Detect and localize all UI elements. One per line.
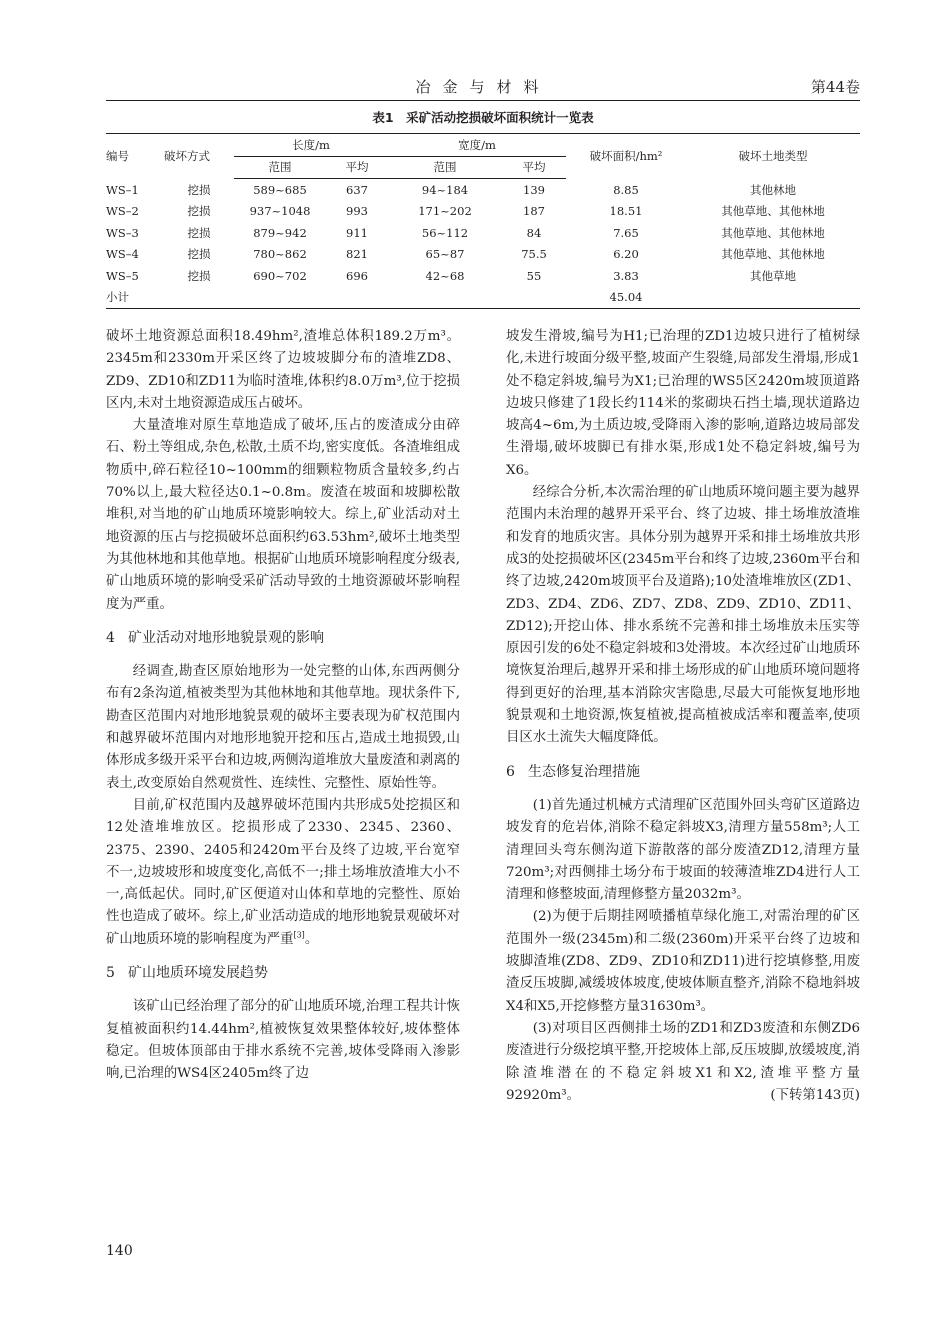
- header-method: 破坏方式: [164, 134, 234, 179]
- cell-id: WS–1: [106, 182, 139, 197]
- paragraph: 该矿山已经治理了部分的矿山地质环境,治理工程共计恢复植被面积约14.44hm²,植被恢复效果整体较好,坡体整体稳定。但坡体顶部由于排水系统不完善,坡体受降雨入渗影响,已治理的WS4区2405m终了边: [106, 999, 460, 1082]
- cell-width-range: 65~87: [425, 247, 465, 262]
- journal-name: 冶金与材料: [415, 78, 551, 96]
- cell-length-range: 690~702: [253, 268, 307, 283]
- table-row: [106, 222, 860, 244]
- header-width-avg: 平均: [502, 156, 566, 179]
- section-title: 矿业活动对地形地貌景观的影响: [128, 629, 324, 646]
- table-row-subtotal: [106, 287, 860, 309]
- cell-length-range: 780~862: [253, 247, 307, 262]
- table-row: [106, 179, 860, 201]
- cell-length-avg: 696: [346, 268, 368, 283]
- header-length-avg: 平均: [326, 156, 388, 179]
- section-number: 4: [106, 629, 115, 646]
- cell-length-avg: 637: [346, 182, 368, 197]
- cell-id: WS–2: [106, 204, 139, 219]
- cell-width-range: 171~202: [418, 204, 472, 219]
- table-caption: 表1 采矿活动挖损破坏面积统计一览表: [372, 110, 594, 125]
- cell-method: 挖损: [187, 268, 211, 283]
- running-header: [106, 74, 860, 101]
- section-number: 5: [106, 965, 115, 982]
- header-length-range: 范围: [234, 156, 326, 179]
- header-width-range: 范围: [388, 156, 502, 179]
- cell-length-range: 937~1048: [249, 204, 311, 219]
- section-heading-6: [506, 761, 860, 783]
- paragraph: (2)为便于后期挂网喷播植草绿化施工,对需治理的矿区范围外一级(2345m)和二级(2360m)开采平台终了边坡和坡脚渣堆(ZD8、ZD9、ZD10和ZD11)进行挖填修整,用废渣反压坡脚,减缓坡体坡度,使坡体顺直整齐,消除不稳地斜坡X4和X5,开挖修整方量31630m³。: [506, 909, 860, 1014]
- subtotal-label: 小计: [106, 287, 164, 309]
- cell-length-avg: 911: [346, 225, 368, 240]
- cell-method: 挖损: [187, 204, 211, 219]
- cell-area: 8.85: [613, 182, 639, 197]
- paragraph-with-continuation: [506, 1018, 860, 1107]
- paragraph: 破坏土地资源总面积18.49hm²,渣堆总体积189.2万m³。2345m和2330m开采区终了边坡坡脚分布的渣堆ZD8、ZD9、ZD10和ZD11为临时渣堆,体积约8.0万m³,位于挖损区内,未对土地资源造成压占破坏。: [106, 329, 460, 411]
- header-area: 破坏面积/hm²: [566, 134, 686, 179]
- cell-method: 挖损: [187, 182, 211, 197]
- damage-area-table: [106, 133, 860, 309]
- citation-ref: [3]: [293, 930, 305, 940]
- cell-landtype: 其他林地: [750, 182, 796, 197]
- cell-method: 挖损: [187, 247, 211, 262]
- header-width: 宽度/m: [388, 134, 566, 157]
- table-row: [106, 244, 860, 266]
- cell-area: 6.20: [613, 247, 639, 262]
- cell-area: 18.51: [609, 204, 643, 219]
- paragraph: 经调查,勘查区原始地形为一处完整的山体,东西两侧分布有2条沟道,植被类型为其他林地和其他草地。现状条件下,勘查区范围内对地形地貌景观的破坏主要表现为矿权范围内和越界破坏范围内对地形地貌开挖和压占,造成土地损毁,山体形成多级开采平台和边坡,两侧沟道堆放大量废渣和剥离的表土,改变原始自然观赏性、连续性、完整性、原始性等。: [106, 664, 460, 791]
- paragraph-text: (3)对项目区西侧排土场的ZD1和ZD3废渣和东侧ZD6废渣进行分级挖填平整,开挖坡体上部,反压坡脚,放缓坡度,消除渣堆潜在的不稳定斜坡X1和X2,渣堆平整方量92920m³。: [506, 1020, 860, 1103]
- cell-area: 7.65: [613, 225, 639, 240]
- paragraph: 大量渣堆对原生草地造成了破坏,压占的废渣成分由碎石、粉土等组成,杂色,松散,土质不均,密实度低。各渣堆组成物质中,碎石粒径10~100mm的细颗粒物质含量较多,约占70%以上,最大粒径达0.1~0.8m。废渣在坡面和坡脚松散堆积,对当地的矿山地质环境影响较大。综上,矿业活动对土地资源的压占与挖损破坏总面积约63.53hm²,破坏土地类型为其他林地和其他草地。根据矿山地质环境影响程度分级表,矿山地质环境的影响受采矿活动导致的土地资源破坏影响程度为严重。: [106, 418, 460, 612]
- cell-length-avg: 821: [346, 247, 368, 262]
- cell-landtype: 其他草地、其他林地: [721, 247, 825, 262]
- section-number: 6: [506, 763, 515, 780]
- cell-width-avg: 84: [526, 225, 542, 240]
- page-number: 140: [106, 1243, 133, 1259]
- continued-note: (下转第143页): [770, 1087, 860, 1103]
- section-heading-4: [106, 627, 460, 649]
- cell-length-range: 879~942: [253, 225, 307, 240]
- cell-width-range: 42~68: [425, 268, 465, 283]
- subtotal-value: 45.04: [566, 287, 686, 309]
- paragraph: 经综合分析,本次需治理的矿山地质环境问题主要为越界范围内未治理的越界开采平台、终了边坡、排土场堆放渣堆和发育的地质灾害。具体分别为越界开采和排土场堆放共形成3的处挖损破坏区(2345m平台和终了边坡,2360m平台和终了边坡,2420m坡顶平台及道路);10处渣堆堆放区(ZD1、ZD3、ZD4、ZD6、ZD7、ZD8、ZD9、ZD10、ZD11、ZD12);开挖山体、排水系统不完善和排土场堆放未压实等原因引发的6处不稳定斜坡和3处滑坡。本次经过矿山地质环境恢复治理后,越界开采和排土场形成的矿山地质环境问题将得到更好的治理,基本消除灾害隐患,尽最大可能恢复地形地貌景观和土地资源,恢复植被,提高植被成活率和覆盖率,使项目区水土流失大幅度降低。: [506, 485, 860, 746]
- section-title: 矿山地质环境发展趋势: [128, 965, 268, 982]
- cell-id: WS–3: [106, 225, 139, 240]
- header-id: 编号: [106, 134, 164, 179]
- cell-length-range: 589~685: [253, 182, 307, 197]
- left-column: [106, 326, 460, 1086]
- header-landtype: 破坏土地类型: [686, 134, 860, 179]
- cell-landtype: 其他草地: [750, 268, 796, 283]
- cell-width-avg: 139: [523, 182, 545, 197]
- volume-number: 第44卷: [810, 78, 860, 96]
- table-row: [106, 201, 860, 223]
- cell-width-range: 94~184: [421, 182, 469, 197]
- table-row: [106, 265, 860, 287]
- cell-id: WS–5: [106, 268, 139, 283]
- right-column: [506, 326, 860, 1107]
- cell-landtype: 其他草地、其他林地: [721, 225, 825, 240]
- cell-width-avg: 55: [526, 268, 542, 283]
- cell-length-avg: 993: [346, 204, 368, 219]
- cell-width-avg: 187: [523, 204, 545, 219]
- section-heading-5: [106, 962, 460, 984]
- paragraph: 坡发生滑坡,编号为H1;已治理的ZD1边坡只进行了植树绿化,未进行坡面分级平整,坡面产生裂缝,局部发生滑塌,形成1处不稳定斜坡,编号为X1;已治理的WS5区2420m坡顶道路边坡只修建了1段长约114米的浆砌块石挡土墙,现状道路边坡高4~6m,为土质边坡,受降雨入渗的影响,道路边坡局部发生滑塌,破坏坡脚已有排水渠,形成1处不稳定斜坡,编号为X6。: [506, 329, 860, 478]
- cell-method: 挖损: [187, 225, 211, 240]
- header-length: 长度/m: [234, 134, 388, 157]
- cell-id: WS–4: [106, 247, 139, 262]
- paragraph-text: 目前,矿权范围内及越界破坏范围内共形成5处挖损区和12处渣堆堆放区。挖损形成了2330、2345、2360、2375、2390、2405和2420m平台及终了边坡,平台宽窄不一,边坡坡形和坡度变化,高低不一;排土场堆放渣堆大小不一,高低起伏。同时,矿区便道对山体和草地的完整性、原始性也造成了破坏。综上,矿业活动造成的地形地貌景观破坏对矿山地质环境的影响程度为严重: [106, 797, 460, 947]
- cell-width-avg: 75.5: [521, 247, 547, 262]
- cell-width-range: 56~112: [421, 225, 469, 240]
- paragraph-end: 。: [304, 931, 319, 947]
- cell-area: 3.83: [613, 268, 639, 283]
- paragraph-with-citation: [106, 795, 460, 951]
- paragraph: (1)首先通过机械方式清理矿区范围外回头弯矿区道路边坡发育的危岩体,消除不稳定斜坡X3,清理方量558m³;人工清理回头弯东侧沟道下游散落的部分废渣ZD12,清理方量720m³;对西侧排土场分布于坡面的较薄渣堆ZD4进行人工清理和修整坡面,清理修整方量2032m³。: [506, 797, 860, 903]
- cell-landtype: 其他草地、其他林地: [721, 204, 825, 219]
- section-title: 生态修复治理措施: [528, 763, 640, 780]
